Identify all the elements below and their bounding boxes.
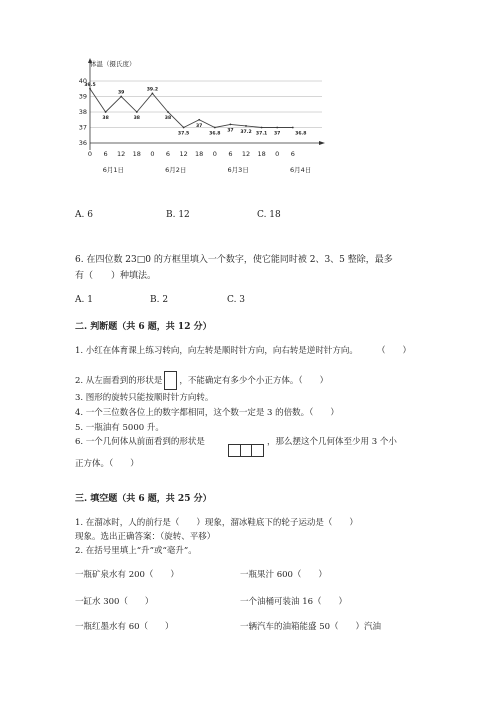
data-point <box>230 124 232 126</box>
s2-q4: 4. 一个三位数各位上的数字都相同，这个数一定是 3 的倍数。（ ） <box>75 408 339 418</box>
data-point <box>89 88 91 90</box>
q6-option-c[interactable]: C. 3 <box>227 295 246 305</box>
data-label: 37.2 <box>240 129 252 135</box>
data-label: 37 <box>195 123 203 129</box>
fill-item: 一辆汽车的油箱能盛 50（ ）汽油 <box>240 622 382 632</box>
data-point <box>245 125 247 127</box>
s2-q5: 5. 一瓶油有 5000 升。 <box>75 423 164 433</box>
q6-line1: 6. 在四位数 23□0 的方框里填入一个数字，使它能同时被 2、3、5 整除，最多 <box>75 255 393 265</box>
y-tick-label: 36 <box>78 139 87 148</box>
data-point <box>214 127 216 129</box>
s2-q1: 1. 小红在体育课上练习转向，向左转是顺时针方向，向右转是逆时针方向。 <box>75 346 358 356</box>
data-label: 39 <box>117 90 125 96</box>
s3-q1-line1: 1. 在溜冰时，人的前行是（ ）现象，溜冰鞋底下的轮子运动是（ ） <box>75 518 358 528</box>
data-label: 37 <box>227 128 234 134</box>
data-label: 37.1 <box>255 131 268 137</box>
front-view-shape <box>228 444 264 457</box>
x-tick-label: 0 <box>87 150 93 158</box>
fill-item: 一瓶红墨水有 60（ ） <box>75 622 174 632</box>
data-point <box>198 119 200 121</box>
x-tick-label: 18 <box>257 150 266 158</box>
x-tick-label: 0 <box>275 150 280 158</box>
chart-title: 体温（摄氏度） <box>90 60 136 68</box>
x-tick-label: 0 <box>150 150 155 158</box>
q5-option-a[interactable]: A. 6 <box>75 210 93 220</box>
left-view-shape <box>164 371 177 390</box>
q6-option-a[interactable]: A. 1 <box>75 295 93 305</box>
fill-item: 一瓶矿泉水有 200（ ） <box>75 570 179 580</box>
x-tick-label: 18 <box>195 150 204 158</box>
data-label: 36.8 <box>209 131 221 137</box>
s2-q2 <box>75 371 328 390</box>
data-point <box>276 127 278 129</box>
s2-q1-paren: （ ） <box>377 346 412 356</box>
s3-q1-line2: 现象。选出正确答案：（旋转、平移） <box>75 532 216 542</box>
date-label: 6月3日 <box>227 166 249 174</box>
x-tick-label: 6 <box>228 150 233 158</box>
data-label: 38 <box>164 116 172 121</box>
data-point <box>120 96 122 98</box>
data-point <box>152 93 154 95</box>
data-label: 37.5 <box>177 131 190 137</box>
x-tick-label: 6 <box>103 150 108 158</box>
s2-q6-pre: 6. 一个几何体从前面看到的形状是 <box>75 437 205 447</box>
y-tick-label: 40 <box>78 77 87 86</box>
data-point <box>136 111 138 113</box>
x-tick-label: 12 <box>117 150 126 158</box>
x-tick-label: 12 <box>241 150 251 158</box>
x-axis-arrow <box>319 141 325 145</box>
s2-q2-pre: 2. 从左面看到的形状是 <box>75 376 163 386</box>
date-label: 6月4日 <box>289 166 312 174</box>
x-tick-label: 18 <box>132 150 141 158</box>
section3-title: 三. 填空题（共 6 题，共 25 分） <box>75 494 212 504</box>
fill-item: 一瓶果汁 600（ ） <box>240 570 327 580</box>
data-label: 36.8 <box>295 131 307 137</box>
data-point <box>105 111 107 113</box>
data-point <box>261 127 263 129</box>
data-point <box>183 127 185 129</box>
data-label: 38 <box>133 116 141 121</box>
q5-option-c[interactable]: C. 18 <box>257 210 281 220</box>
q5-option-b[interactable]: B. 12 <box>166 210 190 220</box>
date-label: 6月1日 <box>102 166 125 174</box>
s2-q6-line2: 正方体。（ ） <box>75 459 139 469</box>
temperature-chart <box>60 55 330 180</box>
data-label: 38 <box>102 116 109 121</box>
s2-q2-post: ，不能确定有多少个小正方体。（ ） <box>179 376 329 386</box>
data-point <box>167 111 169 113</box>
section2-title: 二. 判断题（共 6 题，共 12 分） <box>75 322 212 332</box>
x-tick-label: 0 <box>212 150 217 158</box>
x-tick-label: 6 <box>165 150 171 158</box>
fill-item: 一个油桶可装油 16（ ） <box>240 597 348 607</box>
s3-q2: 2. 在括号里填上“升”或“毫升”。 <box>75 546 197 556</box>
data-point <box>292 127 294 129</box>
y-tick-label: 39 <box>78 92 87 101</box>
y-tick-label: 38 <box>78 108 87 117</box>
data-label: 39.5 <box>84 82 96 88</box>
s2-q3: 3. 图形的旋转只能按顺时针方向转。 <box>75 393 214 403</box>
data-label: 37 <box>273 131 281 137</box>
fill-item: 一缸水 300（ ） <box>75 597 154 607</box>
q6-line2: 有（ ）种填法。 <box>75 271 157 281</box>
x-tick-label: 6 <box>290 150 295 158</box>
date-label: 6月2日 <box>165 166 187 174</box>
y-tick-label: 37 <box>78 123 87 132</box>
x-tick-label: 12 <box>179 150 188 158</box>
q6-option-b[interactable]: B. 2 <box>150 295 169 305</box>
data-label: 39.2 <box>146 87 159 93</box>
s2-q6-post: ，那么摆这个几何体至少用 3 个小 <box>267 437 397 447</box>
